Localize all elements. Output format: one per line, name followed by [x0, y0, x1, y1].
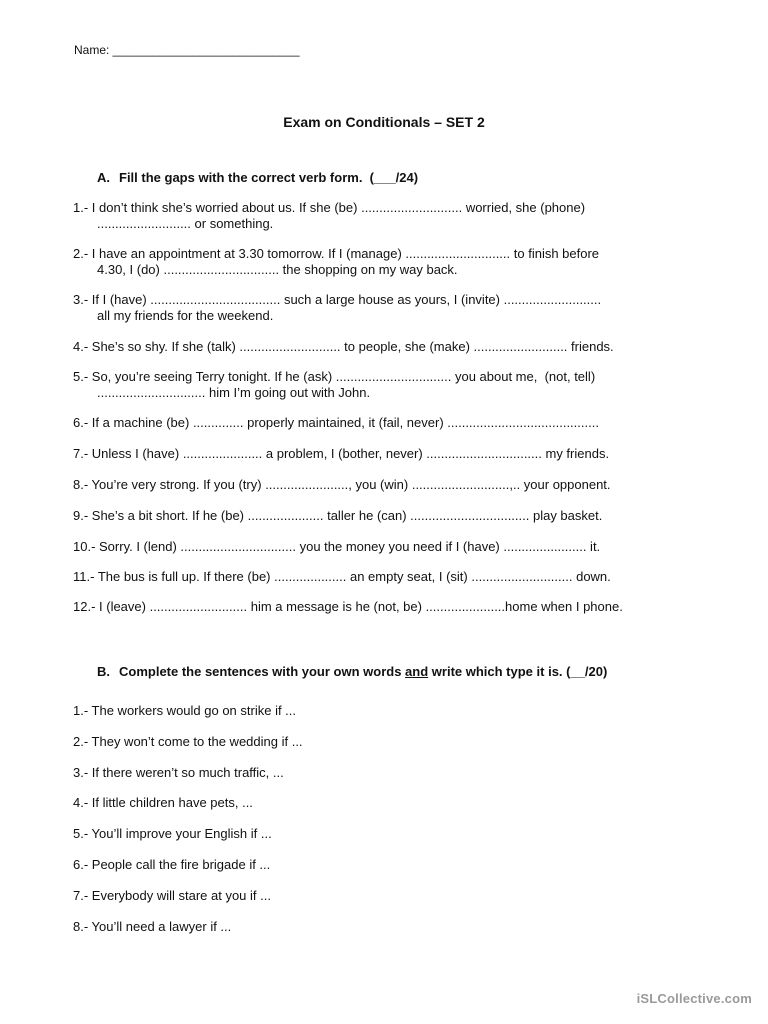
- exercise-b-item-2: 2.- They won’t come to the wedding if ...: [73, 734, 303, 749]
- exercise-b-item-1: 1.- The workers would go on strike if ...: [73, 703, 297, 718]
- exercise-a-item-9: [73, 508, 693, 524]
- exercise-a-item-6: [73, 415, 693, 431]
- exercise-a-item-11: [73, 569, 693, 585]
- item-line: 12.- I (leave) ........................... him a message is he (not, be) ......................home when I phone.: [73, 599, 623, 614]
- section-b-letter: B.: [97, 664, 110, 679]
- item-line-continued: .............................. him I’m going out with John.: [97, 385, 371, 400]
- item-line: 10.- Sorry. I (lend) ................................ you the money you need if I (have) ....................... it.: [73, 539, 601, 554]
- section-b-instructions-start: Complete the sentences with your own words: [119, 664, 406, 679]
- section-a-instructions: Fill the gaps with the correct verb form. (___/24): [119, 170, 419, 185]
- site-watermark: iSLCollective.com: [636, 991, 752, 1006]
- section-b-instructions-end: write which type it is. (__/20): [428, 664, 608, 679]
- section-a-letter: A.: [97, 170, 110, 185]
- item-line: 9.- She’s a bit short. If he (be) ..................... taller he (can) ................................. play basket.: [73, 508, 603, 523]
- exercise-b-item-5: 5.- You’ll improve your English if ...: [73, 826, 272, 841]
- page-title: Exam on Conditionals – SET 2: [283, 114, 485, 130]
- item-line: 1.- I don’t think she’s worried about us. If she (be) ............................ worried, she (phone): [73, 200, 586, 215]
- item-line: 8.- You’re very strong. If you (try) ......................., you (win) ...........................,.. your opponent.: [73, 477, 611, 492]
- exercise-b-item-6: 6.- People call the fire brigade if ...: [73, 857, 271, 872]
- item-line: 7.- Unless I (have) ...................... a problem, I (bother, never) ................................ my friends.: [73, 446, 610, 461]
- exercise-a-item-8: [73, 477, 693, 493]
- item-line: 11.- The bus is full up. If there (be) .................... an empty seat, I (sit) ............................ down.: [73, 569, 611, 584]
- exercise-b-item-4: 4.- If little children have pets, ...: [73, 795, 253, 810]
- exercise-b-item-3: 3.- If there weren’t so much traffic, ...: [73, 765, 284, 780]
- name-field-label: Name: ____________________________: [74, 43, 300, 57]
- item-line: 3.- If I (have) .................................... such a large house as yours, I (invite) ...........................: [73, 292, 602, 307]
- item-line: 5.- So, you’re seeing Terry tonight. If he (ask) ................................ you about me, (not, tell): [73, 369, 596, 384]
- item-line-continued: .......................... or something.: [97, 216, 274, 231]
- exercise-a-item-3: [73, 292, 693, 324]
- exercise-a-item-1: [73, 200, 693, 232]
- exercise-a-item-5: [73, 369, 693, 401]
- item-line: 4.- She’s so shy. If she (talk) ............................ to people, she (make) .......................... friends.: [73, 339, 614, 354]
- item-line-continued: all my friends for the weekend.: [97, 308, 274, 323]
- exercise-b-item-7: 7.- Everybody will stare at you if ...: [73, 888, 271, 903]
- item-line-continued: 4.30, I (do) ................................ the shopping on my way back.: [97, 262, 458, 277]
- item-line: 2.- I have an appointment at 3.30 tomorrow. If I (manage) ............................. to finish before: [73, 246, 600, 261]
- exercise-a-item-2: [73, 246, 693, 278]
- exercise-a-item-12: [73, 599, 693, 615]
- section-b-heading: [97, 664, 607, 679]
- exercise-a-item-4: [73, 339, 693, 355]
- section-a-heading: [97, 170, 418, 185]
- exercise-b-item-8: 8.- You’ll need a lawyer if ...: [73, 919, 232, 934]
- exercise-a-item-10: [73, 539, 693, 555]
- section-b-underlined-word: and: [405, 664, 429, 679]
- item-line: 6.- If a machine (be) .............. properly maintained, it (fail, never) ..........................................: [73, 415, 599, 430]
- exercise-a-item-7: [73, 446, 693, 462]
